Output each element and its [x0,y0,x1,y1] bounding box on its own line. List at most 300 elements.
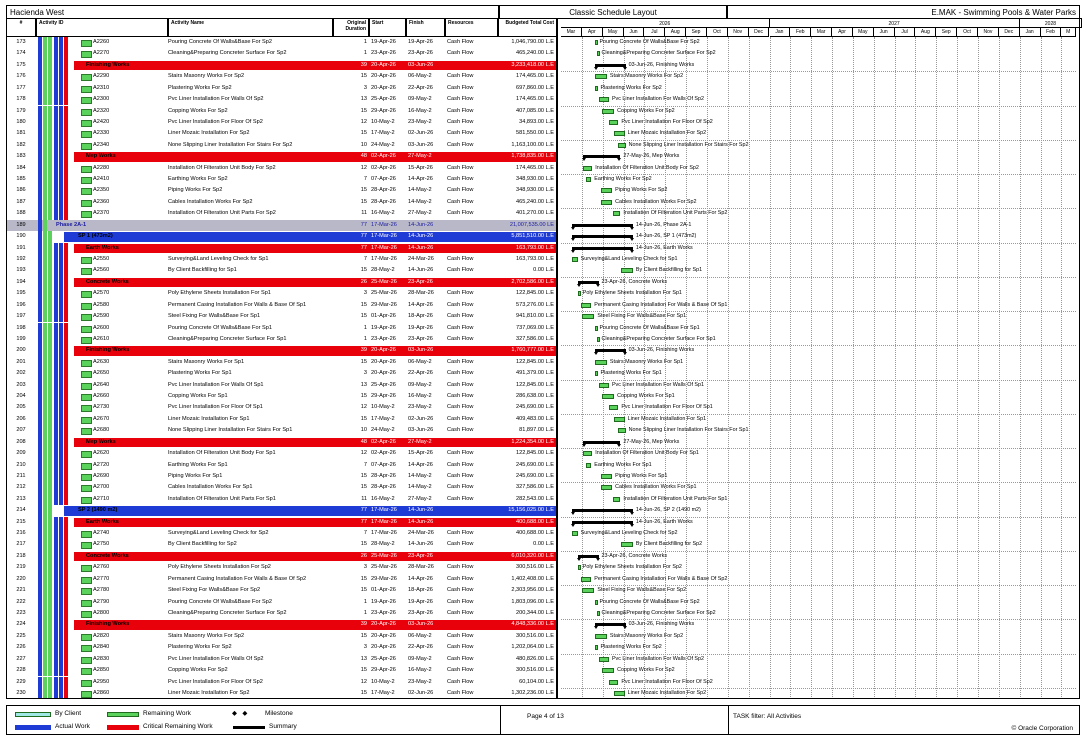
start-date: 28-May-2 [371,267,395,274]
activity-name[interactable]: Liner Mozaic Installation For Sp1 [168,415,250,422]
gantt-label: Pvc Liner Installation For Floor Of Sp2 [621,678,713,685]
col-duration[interactable]: Original Duration [333,18,369,37]
finish-date: 18-Apr-26 [408,587,433,594]
col-budget[interactable]: Budgeted Total Cost [498,18,557,37]
timeline-month: Feb [790,28,811,37]
activity-id-text: A2350 [93,187,110,194]
activity-id-text: Mep Works [86,153,116,160]
activity-id-text: Concrete Works [86,278,129,285]
original-duration: 15 [360,313,367,320]
col-start[interactable]: Start [369,18,406,37]
row-number: 208 [16,438,26,445]
budgeted-cost: 400,688.00 L.E [516,530,554,537]
finish-date: 23-May-2 [408,404,432,411]
gantt-label: Cleaning&Preparing Concreter Surface For Sp2 [601,610,716,616]
resource: Cash Flow [447,370,474,377]
timeline-month: Mar [561,28,582,37]
gantt-label: Pvc Liner Installation For Floor Of Sp2 [621,118,713,125]
activity-id-text: A2420 [93,118,110,125]
timeline-month: Jan [770,28,791,37]
col-num[interactable]: # [6,18,36,37]
gantt-label: Installation Of Filteration Unit Parts For Sp1 [623,495,728,502]
finish-date: 23-Apr-26 [408,278,433,285]
start-date: 20-Apr-26 [371,73,396,80]
original-duration: 15 [360,301,367,308]
start-date: 28-May-2 [371,541,395,548]
finish-date: 14-Apr-26 [408,575,433,582]
start-date: 20-Apr-26 [371,61,396,68]
original-duration: 1 [363,610,367,616]
resource: Cash Flow [447,587,474,594]
original-duration: 15 [360,541,367,548]
budgeted-cost: 286,638.00 L.E [516,393,554,400]
row-number: 193 [16,267,26,274]
original-duration: 3 [363,644,367,651]
finish-date: 22-Apr-26 [408,370,433,377]
activity-id-text: A2840 [93,644,110,651]
original-duration: 15 [360,393,367,400]
budgeted-cost: 401,270.00 L.E [516,210,554,217]
col-activity-id[interactable]: Activity ID [36,18,168,37]
activity-name[interactable]: Pvc Liner Installation For Walls Of Sp1 [168,381,264,388]
activity-name[interactable]: Poly Ethylene Sheets Installation For Sp1 [168,290,271,297]
gantt-label: Liner Mozaic Installation For Sp2 [627,689,707,696]
original-duration: 1 [363,50,367,57]
row-number: 185 [16,176,26,183]
activity-name[interactable]: Pvc Liner Installation For Floor Of Sp2 [168,118,263,125]
finish-date: 09-May-2 [408,96,432,103]
activity-name[interactable]: Pvc Liner Installation For Floor Of Sp1 [168,404,263,411]
resource: Cash Flow [447,472,474,479]
finish-date: 15-Apr-26 [408,450,433,457]
original-duration: 15 [360,667,367,674]
activity-id-text: A2640 [93,381,110,388]
legend-divider-1 [500,706,501,734]
activity-name[interactable]: Earthing Works For Sp1 [168,461,228,468]
budgeted-cost: 300,516.00 L.E [516,564,554,571]
activity-id-text: Finishing Works [86,61,130,68]
row-number: 203 [16,381,26,388]
original-duration: 10 [360,141,367,148]
timeline-month: Aug [915,28,936,37]
resource: Cash Flow [447,461,474,468]
gantt-label: Cables Installation Works For Sp1 [615,484,697,491]
finish-date: 16-May-2 [408,393,432,400]
activity-id-text: A2360 [93,198,110,205]
original-duration: 12 [360,118,367,125]
row-number: 176 [16,73,26,80]
row-number: 174 [16,50,26,57]
original-duration: 12 [360,450,367,457]
budgeted-cost: 122,845.00 L.E [516,290,554,297]
filter-label: TASK filter: All Activities [733,713,802,720]
company-title [727,5,1080,18]
gantt-label: 03-Jun-26, Finishing Works [628,347,695,354]
start-date: 28-Apr-26 [371,472,396,479]
start-date: 25-Mar-26 [371,552,397,559]
row-number: 225 [16,632,26,639]
gantt-label: Cleaning&Preparing Concreter Surface For Sp1 [601,335,716,342]
timeline-month: Dec [749,28,770,37]
finish-date: 16-May-2 [408,667,432,674]
row-number: 204 [16,393,26,400]
activity-id-text: A2370 [93,210,110,217]
col-finish[interactable]: Finish [406,18,445,37]
gantt-label: Steel Fixing For Walls&Base For Sp2 [597,587,687,594]
row-number: 228 [16,667,26,674]
timeline-month: Sep [936,28,957,37]
activity-id-text: A2850 [93,667,110,674]
activity-name[interactable]: Permanent Casing Installation For Walls & Base Of Sp1 [168,301,307,308]
gantt-label: Copping Works For Sp1 [617,393,675,400]
activity-name[interactable]: Plastering Works For Sp2 [168,644,232,651]
budgeted-cost: 245,690.00 L.E [516,404,554,411]
finish-date: 16-May-2 [408,107,432,114]
budgeted-cost: 941,810.00 L.E [516,313,554,320]
budgeted-cost: 1,738,835.00 L.E [511,153,554,160]
finish-date: 14-May-2 [408,187,432,194]
original-duration: 12 [360,164,367,171]
original-duration: 48 [360,438,367,445]
activity-name[interactable]: Surveying&Land Leveling Check for Sp1 [168,255,269,262]
row-number: 222 [16,598,26,605]
gantt-frame [557,18,1080,699]
finish-date: 09-May-2 [408,655,432,662]
finish-date: 18-Apr-26 [408,313,433,320]
activity-name[interactable]: Copping Works For Sp1 [168,393,228,400]
row-number: 181 [16,130,26,137]
original-duration: 7 [363,530,367,537]
start-date: 24-May-2 [371,141,395,148]
finish-date: 14-Jun-26 [408,233,434,240]
activity-name[interactable]: Poly Ethylene Sheets Installation For Sp2 [168,564,271,571]
budgeted-cost: 480,826.00 L.E [516,655,554,662]
gantt-label: 03-Jun-26, Finishing Works [628,61,695,68]
start-date: 25-Mar-26 [371,278,397,285]
activity-name[interactable]: By Client Backfilling for Sp1 [168,267,237,274]
resource: Cash Flow [447,50,474,57]
finish-date: 19-Apr-26 [408,324,433,331]
activity-name[interactable]: Surveying&Land Leveling Check for Sp2 [168,530,269,537]
row-number: 205 [16,404,26,411]
activity-name[interactable]: Steel Fixing For Walls&Base For Sp1 [168,313,261,320]
original-duration: 15 [360,484,367,491]
resource: Cash Flow [447,187,474,194]
row-number: 196 [16,301,26,308]
start-date: 25-Apr-26 [371,96,396,103]
finish-date: 02-Jun-26 [408,415,434,422]
gantt-label: Copping Works For Sp2 [617,107,675,114]
start-date: 16-May-2 [371,210,395,217]
resource: Cash Flow [447,358,474,365]
start-date: 20-Apr-26 [371,347,396,354]
activity-id-text: A2580 [93,301,110,308]
row-number: 202 [16,370,26,377]
activity-id-text: A2330 [93,130,110,137]
start-date: 17-Mar-26 [371,244,397,251]
timeline-month: Jul [895,28,916,37]
activity-name[interactable]: Cables Installation Works For Sp1 [168,484,253,491]
activity-id-text: A2320 [93,107,110,114]
start-date: 25-Apr-26 [371,381,396,388]
activity-name[interactable]: Pouring Concrete Of Walls&Base For Sp1 [168,324,272,331]
row-number: 177 [16,84,26,91]
gantt-label: Poly Ethylene Sheets Installation For Sp2 [582,564,682,571]
budgeted-cost: 21,007,535.00 LE [509,221,554,228]
resource: Cash Flow [447,301,474,308]
budgeted-cost: 0.00 L.E [533,267,554,274]
budgeted-cost: 174,465.00 L.E [516,164,554,171]
row-number: 197 [16,313,26,320]
gantt-label: By Client Backfilling for Sp2 [635,541,703,548]
activity-name[interactable]: Installation Of Filteration Unit Body For Sp2 [168,164,276,171]
project-name: Hacienda West [10,8,65,17]
start-date: 25-Mar-26 [371,564,397,571]
row-number: 210 [16,461,26,468]
resource: Cash Flow [447,644,474,651]
activity-name[interactable]: Steel Fixing For Walls&Base For Sp2 [168,587,261,594]
finish-date: 23-Apr-26 [408,552,433,559]
activity-name[interactable]: Piping Works For Sp2 [168,187,223,194]
budgeted-cost: 409,483.00 L.E [516,415,554,422]
activity-id-text: A2680 [93,427,110,434]
activity-name[interactable]: Stairs Masonry Works For Sp2 [168,73,245,80]
activity-name[interactable]: Cleaning&Preparing Concreter Surface For Sp1 [168,335,287,342]
row-number: 188 [16,210,26,217]
original-duration: 13 [360,96,367,103]
original-duration: 15 [360,358,367,365]
activity-name[interactable]: Pvc Liner Installation For Walls Of Sp2 [168,96,264,103]
row-number: 199 [16,335,26,342]
gantt-label: 23-Apr-26, Concrete Works [601,278,668,285]
finish-date: 19-Apr-26 [408,39,433,45]
gantt-label: Permanent Casing Installation For Walls & Base Of Sp2 [594,575,728,582]
finish-date: 27-May-2 [408,438,432,445]
gantt-label: 14-Jun-26, Earth Works [635,244,693,251]
budgeted-cost: 122,845.00 L.E [516,450,554,457]
budgeted-cost: 1,224,354.00 L.E [511,438,554,445]
original-duration: 15 [360,575,367,582]
gantt-label: None Slipping Liner Installation For Stairs For Sp1 [628,427,749,434]
start-date: 29-Mar-26 [371,575,397,582]
gantt-label: Permanent Casing Installation For Walls & Base Of Sp1 [594,301,728,308]
original-duration: 12 [360,678,367,685]
activity-id-text: A2620 [93,450,110,457]
start-date: 07-Apr-26 [371,176,396,183]
gantt-label: Poly Ethylene Sheets Installation For Sp1 [582,290,682,297]
original-duration: 39 [360,621,367,628]
activity-name[interactable]: Pvc Liner Installation For Walls Of Sp2 [168,655,264,662]
start-date: 17-Mar-26 [371,518,397,525]
activity-id-text: Mep Works [86,438,116,445]
original-duration: 3 [363,564,367,571]
budgeted-cost: 282,543.00 L.E [516,495,554,502]
start-date: 25-Apr-26 [371,655,396,662]
budgeted-cost: 0.00 L.E [533,541,554,548]
finish-date: 14-May-2 [408,198,432,205]
activity-name[interactable]: Installation Of Filteration Unit Parts For Sp2 [168,210,276,217]
budgeted-cost: 122,845.00 L.E [516,358,554,365]
budgeted-cost: 400,688.00 L.E [516,518,554,525]
row-number: 216 [16,530,26,537]
activity-name[interactable]: Plastering Works For Sp2 [168,84,232,91]
activity-name[interactable]: Stairs Masonry Works For Sp2 [168,632,245,639]
original-duration: 1 [363,39,367,45]
activity-name[interactable]: Piping Works For Sp1 [168,472,223,479]
timeline-year: 2028 [1020,18,1083,28]
timeline-year: 2026 [561,18,770,28]
resource: Cash Flow [447,118,474,125]
finish-date: 06-May-2 [408,358,432,365]
activity-name[interactable]: Plastering Works For Sp1 [168,370,232,377]
resource: Cash Flow [447,598,474,605]
row-number: 173 [16,39,26,45]
finish-date: 03-Jun-26 [408,621,434,628]
activity-id-text: A2340 [93,141,110,148]
finish-date: 14-May-2 [408,472,432,479]
activity-id-text: A2860 [93,689,110,696]
start-date: 29-Apr-26 [371,667,396,674]
resource: Cash Flow [447,381,474,388]
budgeted-cost: 1,302,236.00 L.E [511,689,554,696]
finish-date: 14-Jun-26 [408,541,434,548]
resource: Cash Flow [447,530,474,537]
activity-name[interactable]: Cables Installation Works For Sp2 [168,198,253,205]
finish-date: 09-May-2 [408,381,432,388]
budgeted-cost: 174,465.00 L.E [516,73,554,80]
row-number: 195 [16,290,26,297]
activity-id-text: Earth Works [86,244,119,251]
budgeted-cost: 348,930.00 L.E [516,176,554,183]
gantt-label: By Client Backfilling for Sp1 [635,267,703,274]
original-duration: 26 [360,278,367,285]
resource: Cash Flow [447,210,474,217]
activity-id-text: A2310 [93,84,110,91]
legend-summary-swatch [233,726,265,729]
original-duration: 48 [360,153,367,160]
activity-name[interactable]: Liner Mozaic Installation For Sp2 [168,689,250,696]
resource: Cash Flow [447,267,474,274]
timeline-month: Oct [707,28,728,37]
resource: Cash Flow [447,450,474,457]
gantt-label: Surveying&Land Leveling Check for Sp2 [580,530,678,537]
row-number: 220 [16,575,26,582]
legend [6,705,1080,735]
activity-id-text: A2820 [93,632,110,639]
gantt-label: None Slipping Liner Installation For Stairs For Sp2 [628,141,749,148]
budgeted-cost: 60,104.00 L.E [519,678,554,685]
resource: Cash Flow [447,541,474,548]
activity-id-text: A2790 [93,598,110,605]
activity-name[interactable]: Pvc Liner Installation For Floor Of Sp2 [168,678,263,685]
activity-name[interactable]: Cleaning&Preparing Concreter Surface For Sp2 [168,610,287,616]
finish-date: 23-May-2 [408,678,432,685]
resource: Cash Flow [447,495,474,502]
gantt-label: Installation Of Filteration Unit Body For Sp1 [595,450,699,457]
row-number: 215 [16,518,26,525]
activity-name[interactable]: Pouring Concrete Of Walls&Base For Sp2 [168,598,272,605]
activity-id-text: A2700 [93,484,110,491]
original-duration: 11 [361,495,367,502]
finish-date: 14-Apr-26 [408,301,433,308]
row-number: 180 [16,118,26,125]
legend-summary-label: Summary [269,723,297,730]
start-date: 17-May-2 [371,130,395,137]
row-number: 227 [16,655,26,662]
start-date: 17-Mar-26 [371,233,397,240]
budgeted-cost: 327,586.00 L.E [516,335,554,342]
activity-name[interactable]: Installation Of Filteration Unit Parts For Sp1 [168,495,276,502]
finish-date: 06-May-2 [408,632,432,639]
legend-actual-swatch [15,725,51,730]
original-duration: 7 [363,461,367,468]
original-duration: 13 [360,655,367,662]
start-date: 29-Apr-26 [371,107,396,114]
finish-date: 14-May-2 [408,484,432,491]
budgeted-cost: 1,046,790.00 L.E [511,39,554,45]
finish-date: 03-Jun-26 [408,141,434,148]
activity-id-text: A2750 [93,541,110,548]
activity-name[interactable]: Permanent Casing Installation For Walls & Base Of Sp2 [168,575,307,582]
resource: Cash Flow [447,84,474,91]
gantt-label: Liner Mozaic Installation For Sp1 [627,415,707,422]
row-number: 217 [16,541,26,548]
activity-name[interactable]: None Slipping Liner Installation For Stairs For Sp2 [168,141,293,148]
start-date: 29-Apr-26 [371,393,396,400]
activity-name[interactable]: Liner Mozaic Installation For Sp2 [168,130,250,137]
gantt-label: Piping Works For Sp2 [615,187,668,194]
activity-name[interactable]: Copping Works For Sp2 [168,667,228,674]
activity-id-text: A2720 [93,461,110,468]
original-duration: 77 [360,518,367,525]
resource: Cash Flow [447,176,474,183]
activity-name[interactable]: Cleaning&Preparing Concreter Surface For Sp2 [168,50,287,57]
activity-name[interactable]: Installation Of Filteration Unit Body For Sp1 [168,450,276,457]
original-duration: 1 [363,335,367,342]
activity-name[interactable]: Earthing Works For Sp2 [168,176,228,183]
gantt-label: Earthing Works For Sp2 [594,176,652,183]
legend-remaining-swatch [107,712,139,717]
activity-name[interactable]: Copping Works For Sp2 [168,107,228,114]
timeline-month: Oct [957,28,978,37]
table-frame [6,37,557,699]
start-date: 20-Apr-26 [371,84,396,91]
activity-name[interactable]: None Slipping Liner Installation For Stairs For Sp1 [168,427,293,434]
activity-name[interactable]: By Client Backfilling for Sp2 [168,541,237,548]
original-duration: 15 [360,130,367,137]
col-activity-name[interactable]: Activity Name [168,18,333,37]
gantt-label: Pouring Concrete Of Walls&Base For Sp2 [599,39,700,45]
activity-id-text: A2630 [93,358,110,365]
budgeted-cost: 163,793.00 L.E [516,255,554,262]
resource: Cash Flow [447,39,474,45]
col-resources[interactable]: Resources [445,18,498,37]
legend-by-client-label: By Client [55,710,82,717]
original-duration: 15 [360,632,367,639]
original-duration: 15 [360,472,367,479]
original-duration: 15 [360,267,367,274]
gantt-label: Stairs Masonry Works For Sp2 [609,73,684,80]
activity-name[interactable]: Pouring Concrete Of Walls&Base For Sp2 [168,39,272,45]
activity-id-text: A2260 [93,39,110,45]
activity-name[interactable]: Stairs Masonry Works For Sp1 [168,358,245,365]
finish-date: 02-Jun-26 [408,689,434,696]
original-duration: 7 [363,255,367,262]
gantt-label: Installation Of Filteration Unit Parts For Sp2 [623,210,728,217]
original-duration: 26 [360,552,367,559]
finish-date: 23-Apr-26 [408,335,433,342]
start-date: 02-Apr-26 [371,164,396,171]
